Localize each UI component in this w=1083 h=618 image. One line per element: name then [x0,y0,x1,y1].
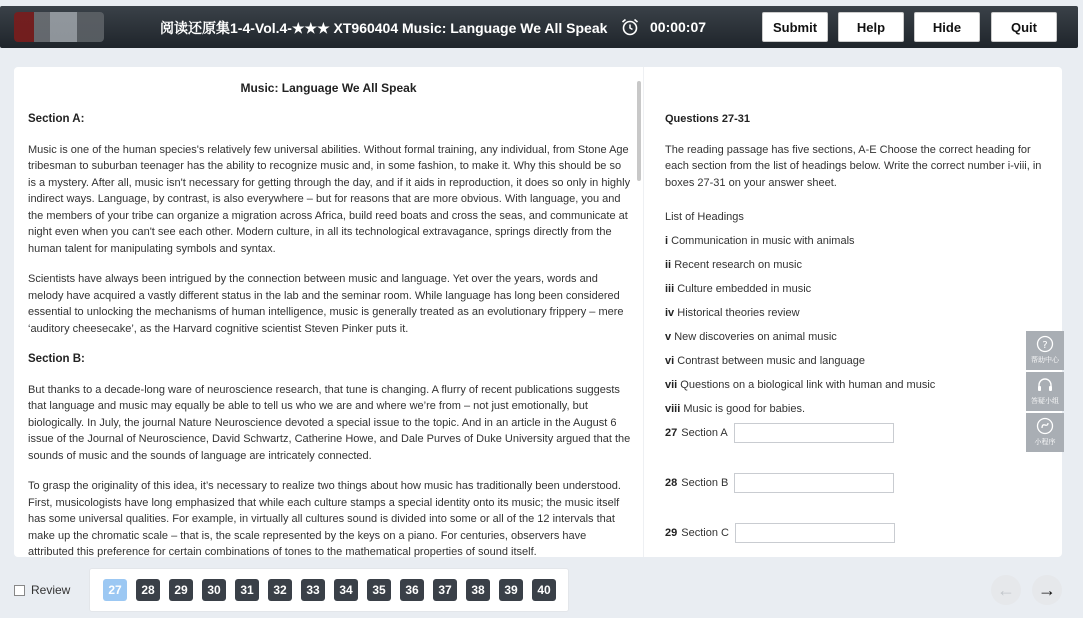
question-button-33[interactable]: 33 [301,579,325,601]
answer-input-28[interactable] [734,473,894,493]
question-navigator [89,568,569,612]
svg-text:?: ? [1042,340,1048,351]
timer: 00:00:07 [650,19,707,35]
support-group-label: 答疑小组 [1031,398,1059,405]
passage-text [28,111,631,557]
heading-item: vi Contrast between music and language [665,355,865,367]
question-button-29[interactable]: 29 [169,579,193,601]
page-title: 阅读还原集1-4-Vol.4-★★★ XT960404 Music: Language We All Speak [160,20,608,36]
questions-instructions: The reading passage has five sections, A-E Choose the correct heading for each section from the list of headings below. Write the correct number i-viii, in boxes 27-31 on your answer sheet. [665,143,1042,189]
question-button-28[interactable]: 28 [136,579,160,601]
mini-program-button[interactable] [1026,413,1064,452]
questions-heading: Questions 27-31 [665,113,750,125]
heading-item: i Communication in music with animals [665,235,855,247]
question-button-35[interactable]: 35 [367,579,391,601]
heading-item: iv Historical theories review [665,307,800,319]
question-button-34[interactable]: 34 [334,579,358,601]
answer-row-28: 28 Section B [665,471,894,495]
support-group-button[interactable] [1026,372,1064,411]
heading-item: vii Questions on a biological link with human and music [665,379,936,391]
answer-input-27[interactable] [734,423,894,443]
passage-scrollbar[interactable] [637,81,641,181]
passage-paragraph: Music is one of the human species's relatively few universal abilities. Without formal training, any individual, from Stone Age tribesman to suburban teenager has the ability to recognize music and, in some fashion, to make it. Why this should be so is a mystery. After all, music isn't necessary for getting through the day, and if it aids in reproduction, it does so only in highly indirect ways. Language, by contrast, is also everywhere – but for reasons that are more obvious. With language, you and the members of your tribe can organize a migration across Africa, build reed boats and cross the seas, and communicate at night even when you can't see each other. Modern culture, in all its technological extravagance, springs directly from the human talent for manipulating symbols and syntax. [28,143,631,255]
answer-input-29[interactable] [735,523,895,543]
quit-button[interactable]: Quit [991,12,1057,42]
heading-item: ii Recent research on music [665,259,802,271]
answer-row-27: 27 Section A [665,421,894,445]
mini-program-icon [1036,417,1054,435]
help-center-label: 帮助中心 [1031,357,1059,364]
questions-panel[interactable] [651,67,1051,557]
question-button-40[interactable]: 40 [532,579,556,601]
passage-paragraph: Scientists have always been intrigued by the connection between music and language. Yet over the years, words and melody have acquired a vastly different status in the lab and the seminar room. While language has long been considered essential to unlocking the mechanisms of human intelligence, music is generally treated as an evolutionary frippery – mere ‘auditory cheesecake’, as the Harvard cognitive scientist Steven Pinker puts it. [28,273,624,335]
passage-title: Music: Language We All Speak [240,81,417,95]
help-button[interactable]: Help [838,12,904,42]
answer-row-29: 29 Section C [665,521,895,545]
question-button-32[interactable]: 32 [268,579,292,601]
question-circle-icon [1036,335,1054,353]
previous-arrow-icon[interactable]: ← [991,575,1021,605]
heading-item: iii Culture embedded in music [665,283,812,295]
divider [643,67,644,557]
passage-panel[interactable] [14,67,643,557]
help-center-button[interactable] [1026,331,1064,370]
question-button-38[interactable]: 38 [466,579,490,601]
review-label: Review [31,583,71,597]
question-button-39[interactable]: 39 [499,579,523,601]
headset-icon [1036,376,1054,394]
next-arrow-icon[interactable]: → [1032,575,1062,605]
heading-item: viii Music is good for babies. [665,403,806,415]
question-button-30[interactable]: 30 [202,579,226,601]
question-button-31[interactable]: 31 [235,579,259,601]
passage-paragraph: To grasp the originality of this idea, it’s necessary to realize two things about how music has traditionally been understood. First, musicologists have long emphasized that while each culture stamps a special identity onto its music; the music itself has some universal qualities. For example, in virtually all cultures sound is divided into some or all of the 12 intervals that make up the chromatic scale – that is, the scale represented by the keys on a piano. For centuries, observers have attributed this preference for certain combinations of tones to the mathematical properties of sound itself. [28,480,621,557]
bottom-bar [0,565,1083,618]
mini-program-label: 小程序 [1034,439,1056,446]
heading-item: v New discoveries on animal music [665,331,837,343]
hide-button[interactable]: Hide [914,12,980,42]
alarm-clock-icon [620,17,640,37]
section-a-heading: Section A: [28,113,85,125]
questions-text [665,111,1050,425]
headings-list-title: List of Headings [665,211,744,223]
avatar [14,12,104,42]
passage-paragraph: But thanks to a decade-long ware of neuroscience research, that tune is changing. A flurry of recent publications suggests that language and music may equally be able to tell us who we are and where we’re from – not just emotionally, but biologically. In July, the journal Nature Neuroscience devoted a special issue to the topic. And in an article in the August 6 issue of the Journal of Neuroscience, David Schwartz, Catherine Howe, and Dale Purves of Duke University argued that the sounds of music and the sounds of language are intricately connected. [28,383,631,462]
submit-button[interactable]: Submit [762,12,828,42]
review-toggle[interactable] [14,583,70,597]
question-button-37[interactable]: 37 [433,579,457,601]
review-checkbox[interactable] [14,585,25,596]
top-bar [0,6,1078,48]
section-b-heading: Section B: [28,353,85,365]
main-panel [14,67,1062,557]
question-button-36[interactable]: 36 [400,579,424,601]
question-button-27[interactable]: 27 [103,579,127,601]
